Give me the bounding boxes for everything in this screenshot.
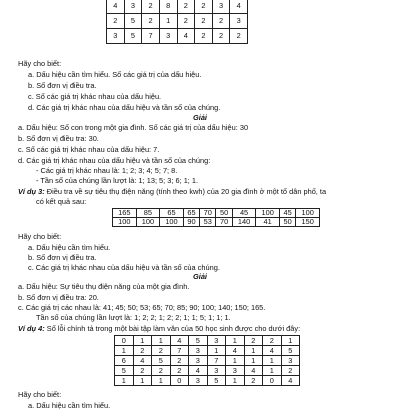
table-cell: 3: [189, 356, 208, 366]
table-cell: 2: [142, 0, 160, 14]
table-row: [113, 209, 320, 218]
table-cell: 1: [226, 376, 245, 386]
table-cell: 45: [232, 209, 256, 218]
table-cell: 4: [244, 366, 263, 376]
table-cell: 4: [177, 29, 195, 44]
table-cell: 3: [189, 376, 208, 386]
table-row: [107, 0, 248, 14]
table-row: [115, 366, 300, 376]
example-3-statement: [18, 188, 326, 195]
table-cell: 1: [244, 346, 263, 356]
sol3-line-frequencies: Tần số của chúng lần lượt là: 1; 2; 2; 1; 2; 2; 1; 1; 5; 1; 1; 1.: [36, 313, 231, 322]
table-cell: 2: [281, 366, 300, 376]
sol1-line-c: c. Số các giá trị khác nhau của dấu hiệu: 7.: [18, 145, 160, 154]
table-cell: 7: [207, 356, 226, 366]
table-cell: 2: [177, 0, 195, 14]
table-cell: 65: [183, 209, 199, 218]
table-cell: 165: [113, 209, 137, 218]
sol3-line-c: c. Các giá trị các nhau là: 41; 45; 50; 53; 65; 70; 85; 90; 100; 140; 150; 165.: [18, 303, 266, 312]
table-cell: 2: [133, 366, 152, 376]
spelling-errors-table: [114, 335, 300, 386]
sol3-line-a: a. Dấu hiệu: Sự tiêu thụ điện năng của một gia đình.: [18, 282, 190, 291]
table-cell: 2: [177, 14, 195, 29]
table-cell: 53: [200, 218, 216, 227]
table-row: [115, 336, 300, 346]
table-cell: 5: [189, 336, 208, 346]
q4-intro: Hãy cho biết:: [18, 390, 62, 399]
table-cell: 7: [170, 346, 189, 356]
table-cell: 70: [200, 209, 216, 218]
table-cell: 1: [226, 336, 245, 346]
q1-item-b: b. Số đơn vị điều tra.: [28, 81, 97, 90]
table-row: [115, 356, 300, 366]
table-cell: 100: [113, 218, 137, 227]
number-of-children-table: [106, 0, 248, 44]
table-cell: 50: [279, 218, 295, 227]
table-cell: 2: [212, 29, 230, 44]
table-cell: 0: [115, 336, 134, 346]
electricity-consumption-table: [112, 208, 320, 227]
table-cell: 2: [170, 366, 189, 376]
table-cell: 3: [159, 29, 177, 44]
solution-1-heading: Giải: [193, 113, 207, 122]
table-cell: 3: [212, 0, 230, 14]
table-cell: 150: [296, 218, 320, 227]
q1-intro: Hãy cho biết:: [18, 59, 62, 68]
table-cell: 5: [281, 346, 300, 356]
sol1-line-a: a. Dấu hiệu: Số con trong một gia đình. Số các giá trị của dấu hiệu: 30: [18, 123, 249, 132]
table-cell: 2: [230, 29, 248, 44]
table-cell: 6: [115, 356, 134, 366]
table-cell: 8: [159, 0, 177, 14]
table-cell: 1: [159, 14, 177, 29]
q3-item-b: b. Số đơn vị điều tra.: [28, 253, 97, 262]
example-4-label: Ví dụ 4:: [18, 324, 45, 333]
table-cell: 1: [226, 356, 245, 366]
q3-item-c: c. Các giá trị khác nhau của dấu hiệu và tần số của chúng.: [28, 263, 220, 272]
table-cell: 1: [281, 336, 300, 346]
table-cell: 3: [207, 366, 226, 376]
example-4-statement: [18, 325, 300, 332]
q1-item-d: d. Các giá trị khác nhau của dấu hiệu và tần số của chúng.: [28, 103, 221, 112]
table-cell: 4: [281, 376, 300, 386]
table-row: [115, 376, 300, 386]
table-cell: 4: [133, 356, 152, 366]
table-cell: 4: [107, 0, 125, 14]
sol1-line-values: - Các giá trị khác nhau là: 1; 2; 3; 4; 5; 7; 8.: [36, 166, 178, 175]
q4-item-a: a. Dấu hiệu cần tìm hiểu.: [28, 401, 111, 410]
table-cell: 1: [263, 356, 282, 366]
table-cell: 5: [207, 376, 226, 386]
table-cell: 1: [133, 376, 152, 386]
table-cell: 45: [279, 209, 295, 218]
table-cell: 3: [230, 14, 248, 29]
table-cell: 1: [152, 336, 171, 346]
table-cell: 50: [216, 209, 232, 218]
q1-item-c: c. Số các giá trị khác nhau của dấu hiệu.: [28, 92, 162, 101]
table-cell: 1: [115, 376, 134, 386]
table-cell: 2: [195, 0, 213, 14]
example-3-text: Điều tra về sự tiêu thụ điện năng (tính theo kwh) của 20 gia đình ở một tổ dân phố, ta: [46, 187, 327, 196]
table-cell: 2: [142, 14, 160, 29]
table-cell: 4: [263, 346, 282, 356]
table-cell: 2: [107, 14, 125, 29]
table-cell: 70: [216, 218, 232, 227]
table-cell: 2: [195, 29, 213, 44]
table-cell: 0: [170, 376, 189, 386]
table-cell: 0: [263, 376, 282, 386]
table-row: [107, 29, 248, 44]
table-cell: 140: [232, 218, 256, 227]
table-row: [113, 218, 320, 227]
table-cell: 2: [152, 346, 171, 356]
table-cell: 4: [189, 366, 208, 376]
table-row: [107, 14, 248, 29]
sol1-line-d: d. Các giá trị khác nhau của dấu hiệu và tần số của chúng:: [18, 156, 211, 165]
table-cell: 100: [296, 209, 320, 218]
table-cell: 3: [207, 336, 226, 346]
table-cell: 100: [256, 209, 280, 218]
q3-intro: Hãy cho biết:: [18, 232, 62, 241]
table-cell: 90: [183, 218, 199, 227]
example-3-label: Ví dụ 3:: [18, 187, 45, 196]
table-cell: 2: [152, 366, 171, 376]
q1-item-a: a. Dấu hiệu cần tìm hiểu. Số các giá trị của dấu hiệu.: [28, 70, 202, 79]
table-cell: 4: [226, 346, 245, 356]
table-cell: 2: [244, 336, 263, 346]
example-4-text: Số lỗi chính tả trong một bài tập làm văn của 50 học sinh được cho dưới đây:: [46, 324, 301, 333]
q3-item-a: a. Dấu hiệu cần tìm hiểu.: [28, 243, 111, 252]
table-cell: 3: [226, 366, 245, 376]
table-cell: 1: [115, 346, 134, 356]
solution-3-heading: Giải: [193, 272, 207, 281]
example-3-text-2: có kết quả sau:: [36, 197, 87, 206]
table-cell: 2: [170, 356, 189, 366]
table-cell: 1: [133, 336, 152, 346]
sol1-line-b: b. Số đơn vị điều tra: 30.: [18, 134, 99, 143]
table-cell: 4: [170, 336, 189, 346]
table-cell: 5: [152, 356, 171, 366]
table-cell: 7: [142, 29, 160, 44]
table-cell: 1: [152, 376, 171, 386]
table-cell: 3: [281, 356, 300, 366]
table-cell: 2: [212, 14, 230, 29]
table-cell: 5: [115, 366, 134, 376]
sol3-line-b: b. Số đơn vị điều tra: 20.: [18, 293, 99, 302]
table-cell: 2: [263, 336, 282, 346]
table-cell: 3: [107, 29, 125, 44]
table-cell: 85: [136, 209, 160, 218]
table-cell: 3: [124, 0, 142, 14]
table-row: [115, 346, 300, 356]
table-cell: 1: [207, 346, 226, 356]
table-cell: 65: [160, 209, 184, 218]
table-cell: 5: [124, 14, 142, 29]
table-cell: 1: [263, 366, 282, 376]
table-cell: 3: [189, 346, 208, 356]
table-cell: 4: [230, 0, 248, 14]
table-cell: 2: [244, 376, 263, 386]
table-cell: 2: [195, 14, 213, 29]
table-cell: 41: [256, 218, 280, 227]
table-cell: 1: [244, 356, 263, 366]
sol1-line-frequencies: - Tần số của chúng lần lượt là: 1; 13; 5; 3; 6; 1; 1.: [36, 176, 199, 185]
table-cell: 100: [160, 218, 184, 227]
table-cell: 100: [136, 218, 160, 227]
table-cell: 5: [124, 29, 142, 44]
table-cell: 2: [133, 346, 152, 356]
